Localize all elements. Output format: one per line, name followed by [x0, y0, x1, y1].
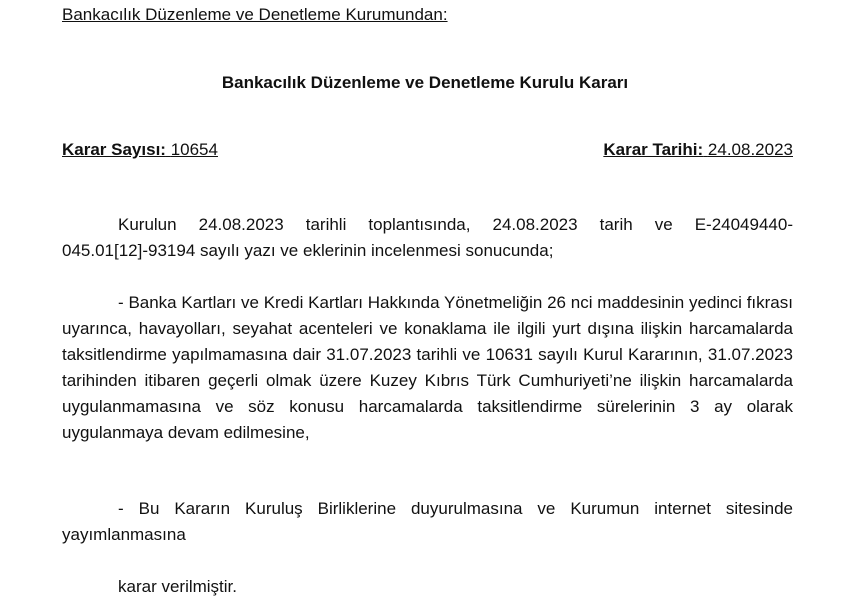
- decision-date: [603, 140, 793, 160]
- institution-name: Bankacılık Düzenleme ve Denetleme Kurumundan:: [62, 5, 448, 24]
- decision-number: [62, 140, 218, 160]
- decision-date-value: 24.08.2023: [707, 140, 793, 159]
- document-title: Bankacılık Düzenleme ve Denetleme Kurulu Kararı: [221, 73, 629, 92]
- paragraph-closing: karar verilmiştir.: [118, 577, 238, 596]
- decision-meta: [62, 140, 793, 160]
- paragraph-installments: - Banka Kartları ve Kredi Kartları Hakkında Yönetmeliğin 26 nci maddesinin yedinci fıkrası uyarınca, havayolları, seyahat acenteleri ve konaklama ile ilgili yurt dışına ilişkin harcamalarda taksitlendirme yapılmamasına dair 31.07.2023 tarihli ve 10631 sayılı Kurul Kararının, 31.07.2023 tarihinden itibaren geçerli olmak üzere Kuzey Kıbrıs Türk Cumhuriyeti’ne ilişkin harcamalarda uygulanmamasına ve söz konusu harcamalarda taksitlendirme sürelerinin 3 ay olarak uygulanmaya devam edilmesine,: [62, 293, 793, 442]
- paragraph-intro: Kurulun 24.08.2023 tarihli toplantısında, 24.08.2023 tarih ve E-24049440-045.01[12]-93194 sayılı yazı ve eklerinin incelenmesi sonucunda;: [62, 215, 793, 260]
- decision-number-label: Karar Sayısı:: [62, 140, 166, 159]
- paragraph-publication: - Bu Kararın Kuruluş Birliklerine duyurulmasına ve Kurumun internet sitesinde yayımlanmasına: [62, 499, 793, 544]
- decision-number-value: 10654: [170, 140, 218, 159]
- decision-date-label: Karar Tarihi:: [603, 140, 704, 159]
